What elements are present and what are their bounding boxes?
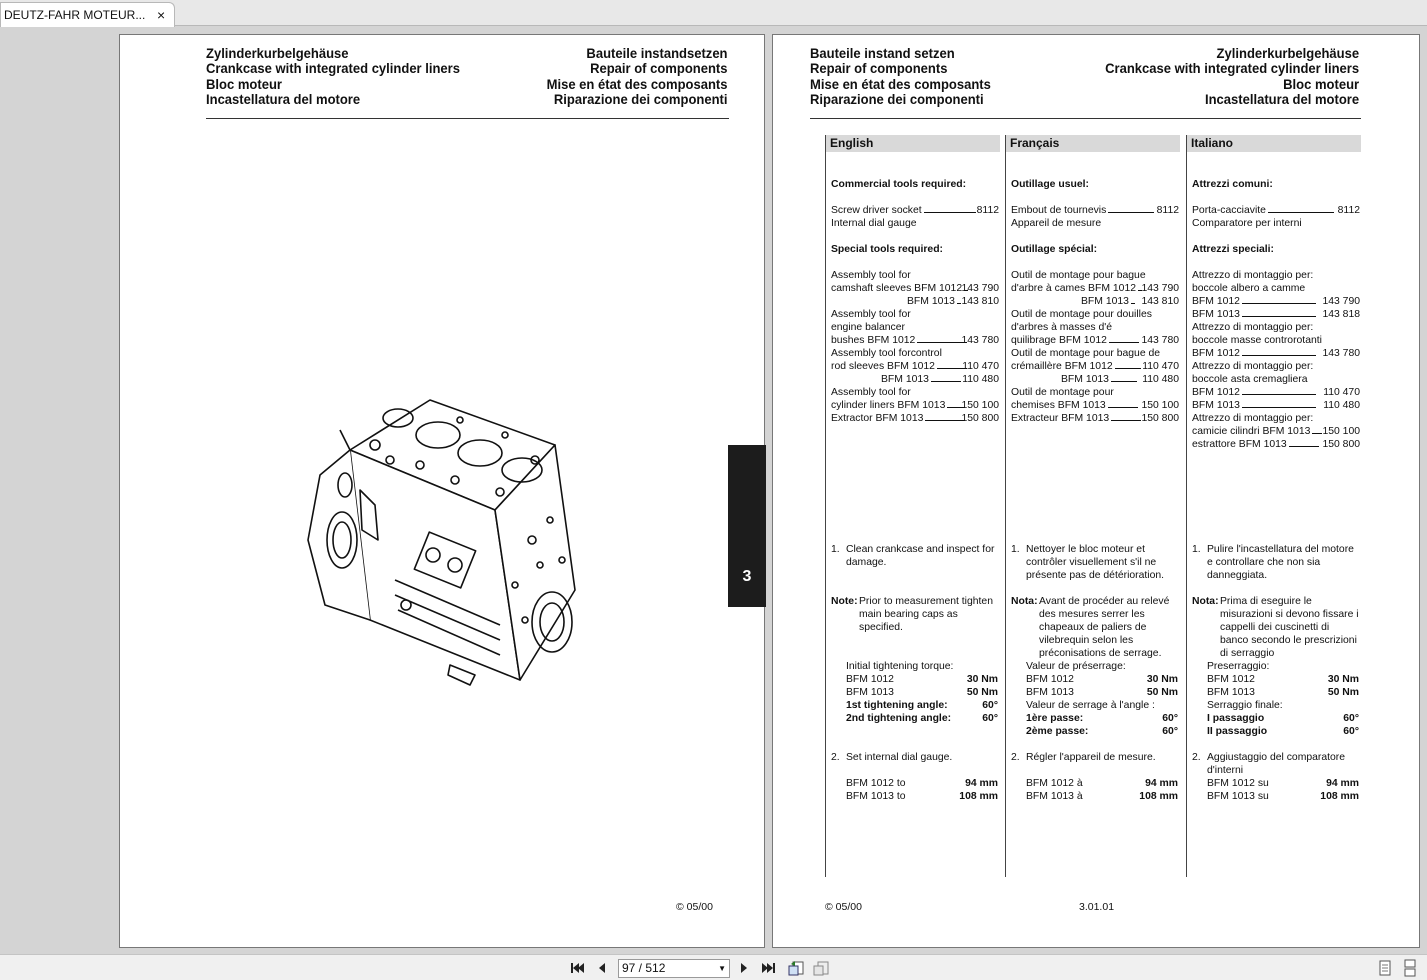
gauge-row: BFM 1012 su 94 mm (1207, 778, 1359, 789)
tool-row: Assembly tool for (831, 270, 911, 281)
commercial-tools-list (831, 204, 999, 230)
tool-row: quilibrage BFM 1012 143 780 (1011, 335, 1179, 346)
header-line: Crankcase with integrated cylinder liners (1105, 60, 1359, 77)
right-page-header-left (810, 46, 991, 107)
note: Nota: Prima di eseguire le misurazioni si devono fissare i cappelli dei cuscinetti di banco secondo le prescrizioni di serraggio (1192, 596, 1359, 659)
column-heading: English (826, 135, 1000, 152)
italian-column (1186, 135, 1360, 877)
page-indicator: 97 / 512 (622, 961, 666, 975)
step-1: 1. Clean crankcase and inspect for damage. (831, 544, 995, 568)
header-line: Mise en état des composants (547, 75, 728, 92)
column-heading: Français (1006, 135, 1180, 152)
header-rule (810, 118, 1361, 119)
note: Note: Prior to measurement tighten main bearing caps as specified. (831, 596, 993, 633)
torque-row: II passaggio 60° (1207, 726, 1359, 737)
tool-row: Assembly tool for (831, 309, 911, 320)
tool-row: Appareil de mesure (1011, 218, 1102, 229)
step-2: 2. Set internal dial gauge. (831, 752, 953, 763)
special-tools-list (1011, 269, 1179, 425)
step-2: 2. Régler l'appareil de mesure. (1011, 752, 1156, 763)
tab-bar (0, 0, 1427, 26)
close-tab-icon[interactable]: × (157, 7, 166, 23)
tool-row: Internal dial gauge (831, 218, 917, 229)
first-page-icon[interactable] (568, 959, 586, 977)
torque-row: BFM 1013 50 Nm (846, 687, 998, 698)
special-tools-title: Outillage spécial: (1011, 244, 1098, 255)
fit-page-icon[interactable] (812, 959, 830, 977)
tool-row: cylinder liners BFM 1013 150 100 (831, 400, 999, 411)
tool-row: Attrezzo di montaggio per: (1192, 322, 1314, 333)
left-page (119, 34, 765, 948)
tool-row: camshaft sleeves BFM 1012 143 790 (831, 283, 999, 294)
left-page-header-right (547, 46, 728, 107)
tool-row: boccole masse controrotanti (1192, 335, 1322, 346)
right-page-footer-left: © 05/00 (825, 901, 862, 913)
commercial-tools-list (1192, 204, 1360, 230)
tool-row: Outil de montage pour bague de (1011, 348, 1161, 359)
tool-row: BFM 1013 110 480 (1192, 400, 1360, 411)
tool-row: estrattore BFM 1013 150 800 (1192, 439, 1360, 450)
gauge-values (846, 777, 998, 803)
document-tab-title: DEUTZ-FAHR MOTEUR... (4, 8, 146, 22)
tool-row: Attrezzo di montaggio per: (1192, 413, 1314, 424)
left-chapter-tab: 3 (728, 445, 766, 607)
special-tools-title: Special tools required: (831, 244, 944, 255)
tool-row: Outil de montage pour bague (1011, 270, 1146, 281)
gauge-row: BFM 1012 to 94 mm (846, 778, 998, 789)
tool-row: rod sleeves BFM 1012 110 470 (831, 361, 999, 372)
torque-row: Preserraggio: (1207, 661, 1270, 672)
tool-row: camicie cilindri BFM 1013 150 100 (1192, 426, 1360, 437)
tool-row: Extractor BFM 1013 150 800 (831, 413, 999, 424)
torque-row: 2nd tightening angle: 60° (846, 713, 998, 724)
chevron-down-icon: ▼ (718, 964, 726, 973)
step-1: 1. Pulire l'incastellatura del motore e controllare che non sia danneggiata. (1192, 544, 1354, 581)
torque-row: 1ère passe: 60° (1026, 713, 1178, 724)
header-line: Incastellatura del motore (1204, 90, 1359, 107)
header-line: Bloc moteur (1283, 75, 1359, 92)
header-line: Repair of components (590, 60, 728, 77)
header-line: Zylinderkurbelgehäuse (1216, 45, 1359, 61)
gauge-row: BFM 1013 to 108 mm (846, 791, 998, 802)
header-line: Riparazione dei componenti (810, 90, 984, 107)
torque-values (1026, 660, 1178, 738)
tool-row: Screw driver socket 8112 (831, 205, 999, 216)
commercial-tools-title: Commercial tools required: (831, 179, 967, 190)
crankcase-illustration (300, 390, 620, 690)
header-line: Incastellatura del motore (206, 90, 361, 107)
header-line: Repair of components (810, 60, 948, 77)
tool-row: BFM 1013 110 480 (1061, 374, 1179, 385)
torque-row: BFM 1013 50 Nm (1026, 687, 1178, 698)
previous-page-icon[interactable] (593, 959, 611, 977)
tool-row: Attrezzo di montaggio per: (1192, 361, 1314, 372)
torque-values (846, 660, 998, 725)
tool-row: engine balancer (831, 322, 905, 333)
header-line: Bauteile instand setzen (810, 45, 955, 61)
tool-row: BFM 1012 143 790 (1192, 296, 1360, 307)
tool-row: boccole asta cremagliera (1192, 374, 1308, 385)
gauge-row: BFM 1013 à 108 mm (1026, 791, 1178, 802)
torque-row: BFM 1012 30 Nm (1026, 674, 1178, 685)
tool-row: Assembly tool forcontrol (831, 348, 942, 359)
tool-row: Assembly tool for (831, 387, 911, 398)
left-page-header-left (206, 46, 460, 107)
french-column (1005, 135, 1179, 877)
tool-row: d'arbres à masses d'é (1011, 322, 1112, 333)
header-line: Bloc moteur (206, 75, 282, 92)
step-1: 1. Nettoyer le bloc moteur et contrôler visuellement s'il ne présente pas de détérioration. (1011, 544, 1165, 581)
page-number-select[interactable] (618, 959, 730, 978)
english-column (825, 135, 999, 877)
torque-row: BFM 1013 50 Nm (1207, 687, 1359, 698)
tool-row: Attrezzo di montaggio per: (1192, 270, 1314, 281)
gauge-values (1026, 777, 1178, 803)
right-page-footer-center: 3.01.01 (1079, 901, 1115, 913)
commercial-tools-list (1011, 204, 1179, 230)
torque-row: Serraggio finale: (1207, 700, 1283, 711)
tool-row: crémaillère BFM 1012 110 470 (1011, 361, 1179, 372)
tool-row: Porta-cacciavite 8112 (1192, 205, 1360, 216)
tool-row: chemises BFM 1013 150 100 (1011, 400, 1179, 411)
torque-row: 1st tightening angle: 60° (846, 700, 998, 711)
tool-row: d'arbre à cames BFM 1012 143 790 (1011, 283, 1179, 294)
header-rule (206, 118, 729, 119)
note: Nota: Avant de procéder au relevé des mesures serrer les chapeaux de paliers de vilebrequin selon les préconisations de serrage. (1011, 596, 1170, 659)
commercial-tools-title: Outillage usuel: (1011, 179, 1089, 190)
header-line: Zylinderkurbelgehäuse (206, 45, 349, 61)
torque-row: Valeur de serrage à l'angle : (1026, 700, 1155, 711)
tool-row: Outil de montage pour douilles (1011, 309, 1152, 320)
tool-row: boccole albero a camme (1192, 283, 1306, 294)
header-line: Bauteile instandsetzen (586, 45, 728, 61)
header-line: Riparazione dei componenti (554, 90, 728, 107)
tool-row: BFM 1013 143 810 (1081, 296, 1179, 307)
continuous-view-icon[interactable] (1401, 959, 1419, 977)
tool-row: Comparatore per interni (1192, 218, 1302, 229)
navigation-toolbar (0, 954, 1427, 980)
torque-values (1207, 660, 1359, 738)
tool-row: BFM 1013 110 480 (881, 374, 999, 385)
gauge-row: BFM 1012 à 94 mm (1026, 778, 1178, 789)
single-page-view-icon[interactable] (1376, 959, 1394, 977)
tool-row: BFM 1013 143 818 (1192, 309, 1360, 320)
special-tools-list (831, 269, 999, 425)
right-page-header-right (1105, 46, 1359, 107)
rotate-icon[interactable] (787, 959, 805, 977)
tool-row: BFM 1013 143 810 (907, 296, 999, 307)
torque-row: I passaggio 60° (1207, 713, 1359, 724)
last-page-icon[interactable] (760, 959, 778, 977)
tool-row: Embout de tournevis 8112 (1011, 205, 1179, 216)
tool-row: BFM 1012 143 780 (1192, 348, 1360, 359)
tool-row: Outil de montage pour (1011, 387, 1114, 398)
document-viewer[interactable] (0, 27, 1427, 954)
torque-row: 2ème passe: 60° (1026, 726, 1178, 737)
document-tab[interactable] (0, 2, 175, 27)
special-tools-title: Attrezzi speciali: (1192, 244, 1274, 255)
step-2: 2. Aggiustaggio del comparatore d'interni (1192, 752, 1346, 776)
tool-row: Extracteur BFM 1013 150 800 (1011, 413, 1179, 424)
tool-row: bushes BFM 1012 143 780 (831, 335, 999, 346)
tool-row: BFM 1012 110 470 (1192, 387, 1360, 398)
header-line: Crankcase with integrated cylinder liners (206, 60, 460, 77)
commercial-tools-title: Attrezzi comuni: (1192, 179, 1273, 190)
header-line: Mise en état des composants (810, 75, 991, 92)
gauge-row: BFM 1013 su 108 mm (1207, 791, 1359, 802)
right-page (772, 34, 1420, 948)
torque-row: Initial tightening torque: (846, 661, 954, 672)
torque-row: Valeur de préserrage: (1026, 661, 1126, 672)
torque-row: BFM 1012 30 Nm (1207, 674, 1359, 685)
left-page-footer: © 05/00 (676, 901, 713, 913)
column-heading: Italiano (1187, 135, 1361, 152)
torque-row: BFM 1012 30 Nm (846, 674, 998, 685)
next-page-icon[interactable] (735, 959, 753, 977)
special-tools-list (1192, 269, 1360, 451)
gauge-values (1207, 777, 1359, 803)
